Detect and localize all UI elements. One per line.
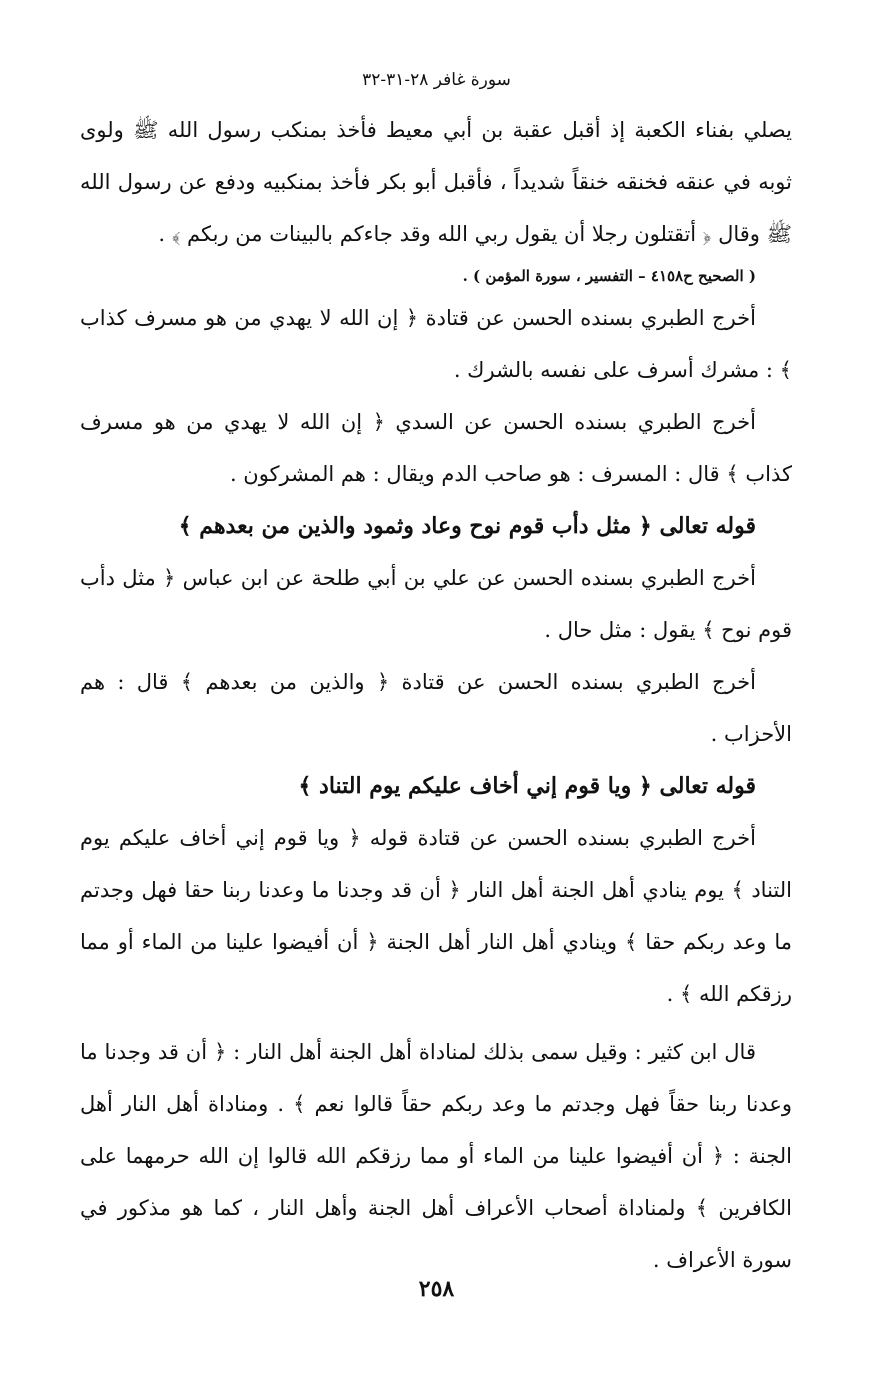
verse-heading-1: قوله تعالى ﴿ مثل دأب قوم نوح وعاد وثمود والذين من بعدهم ﴾ xyxy=(178,513,756,539)
paragraph-tabari-ibn-abbas: أخرج الطبري بسنده الحسن عن علي بن أبي طلحة عن ابن عباس ﴿ مثل دأب قوم نوح ﴾ يقول : مثل حال . xyxy=(80,566,792,642)
paragraph-tabari-qatada-ahzab: أخرج الطبري بسنده الحسن عن قتادة ﴿ والذين من بعدهم ﴾ قال : هم الأحزاب . xyxy=(80,670,792,746)
page-body xyxy=(80,104,792,1286)
running-head: سورة غافر ٢٨-٣١-٣٢ xyxy=(362,70,511,90)
verse-heading-2: قوله تعالى ﴿ ويا قوم إني أخاف عليكم يوم التناد ﴾ xyxy=(298,773,756,799)
paragraph-tabari-qatada-tanad: أخرج الطبري بسنده الحسن عن قتادة قوله ﴿ ويا قوم إني أخاف عليكم يوم التناد ﴾ يوم ينادي أهل الجنة أهل النار ﴿ أن قد وجدنا ما وعدنا ربنا حقا فهل وجدتم ما وعد ربكم حقا ﴾ وينادي أهل النار أهل الجنة ﴿ أن أفيضوا علينا من الماء أو مما رزقكم الله ﴾ . xyxy=(80,826,792,1006)
page-number: ٢٥٨ xyxy=(418,1276,455,1302)
paragraph-ibn-kathir: قال ابن كثير : وقيل سمى بذلك لمناداة أهل الجنة أهل النار : ﴿ أن قد وجدنا ما وعدنا ربنا حقاً فهل وجدتم ما وعد ربكم حقاً قالوا نعم ﴾ . ومناداة أهل النار أهل الجنة : ﴿ أن أفيضوا علينا من الماء أو مما رزقكم الله قالوا إن الله حرمهما على الكافرين ﴾ ولمناداة أصحاب الأعراف أهل الجنة وأهل النار ، كما هو مذكور في سورة الأعراف . xyxy=(80,1040,792,1272)
paragraph-tabari-suddi: أخرج الطبري بسنده الحسن عن السدي ﴿ إن الله لا يهدي من هو مسرف كذاب ﴾ قال : المسرف : هو صاحب الدم ويقال : هم المشركون . xyxy=(80,410,792,486)
paragraph-tabari-qatada: أخرج الطبري بسنده الحسن عن قتادة ﴿ إن الله لا يهدي من هو مسرف كذاب ﴾ : مشرك أسرف على نفسه بالشرك . xyxy=(80,306,792,382)
paragraph-hadith-continuation: يصلي بفناء الكعبة إذ أقبل عقبة بن أبي معيط فأخذ بمنكب رسول الله ﷺ ولوى ثوبه في عنقه فخنقه خنقاً شديداً ، فأقبل أبو بكر فأخذ بمنكبيه ودفع عن رسول الله ﷺ وقال ﴿ أتقتلون رجلا أن يقول ربي الله وقد جاءكم بالبينات من ربكم ﴾ . xyxy=(80,118,792,246)
hadith-reference: ( الصحيح ح٤١٥٨ – التفسير ، سورة المؤمن ) . xyxy=(462,267,756,285)
